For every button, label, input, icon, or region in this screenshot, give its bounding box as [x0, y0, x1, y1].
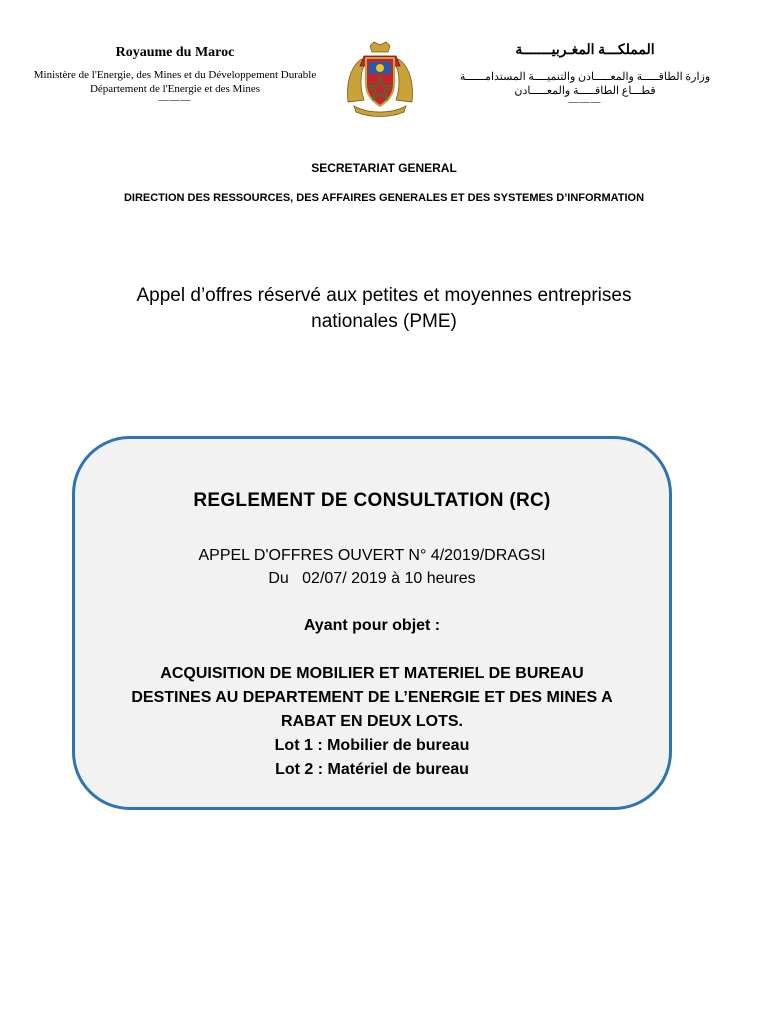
department-name-fr: Département de l'Energie et des Mines: [89, 83, 261, 95]
header-left: [30, 44, 320, 106]
kingdom-name-ar: المملكـــة المغـربيـــــــة: [515, 43, 655, 58]
ao-number: APPEL D'OFFRES OUVERT N° 4/2019/DRAGSI: [198, 547, 546, 564]
separator-fr: ———: [158, 95, 192, 106]
secretariat-heading: SECRETARIAT GENERAL: [311, 161, 457, 175]
objet-line: ACQUISITION DE MOBILIER ET MATERIEL DE BUREAU: [160, 665, 584, 682]
department-name-ar: قطـــاع الطاقـــــة والمعـــــادن: [514, 85, 656, 97]
objet-text: [72, 662, 672, 782]
tender-title: [60, 283, 708, 335]
tender-title-line-2: nationales (PME): [311, 311, 457, 332]
tender-title-line-1: Appel d’offres réservé aux petites et moyennes entreprises: [136, 285, 632, 306]
ao-block: [72, 544, 672, 590]
lot-1-line: Lot 1 : Mobilier de bureau: [274, 737, 470, 754]
header-right: [440, 42, 730, 108]
ministry-name-fr: Ministère de l'Energie, des Mines et du Développement Durable: [33, 69, 317, 81]
coat-of-arms-icon: [344, 40, 416, 118]
objet-line: DESTINES AU DEPARTEMENT DE L’ENERGIE ET DES MINES A: [131, 689, 613, 706]
rc-title: REGLEMENT DE CONSULTATION (RC): [193, 490, 551, 511]
separator-ar: ———: [568, 97, 602, 108]
direction-heading: DIRECTION DES RESSOURCES, DES AFFAIRES GENERALES ET DES SYSTEMES D’INFORMATION: [123, 192, 645, 204]
ao-date: Du 02/07/ 2019 à 10 heures: [268, 570, 476, 587]
objet-line: RABAT EN DEUX LOTS.: [281, 713, 463, 730]
ministry-name-ar: وزارة الطاقـــــة والمعـــــادن والتنميــــة المستدامــــــة: [459, 71, 711, 83]
objet-label: Ayant pour objet :: [303, 617, 441, 634]
kingdom-name-fr: Royaume du Maroc: [115, 45, 235, 60]
lot-2-line: Lot 2 : Matériel de bureau: [275, 761, 469, 778]
